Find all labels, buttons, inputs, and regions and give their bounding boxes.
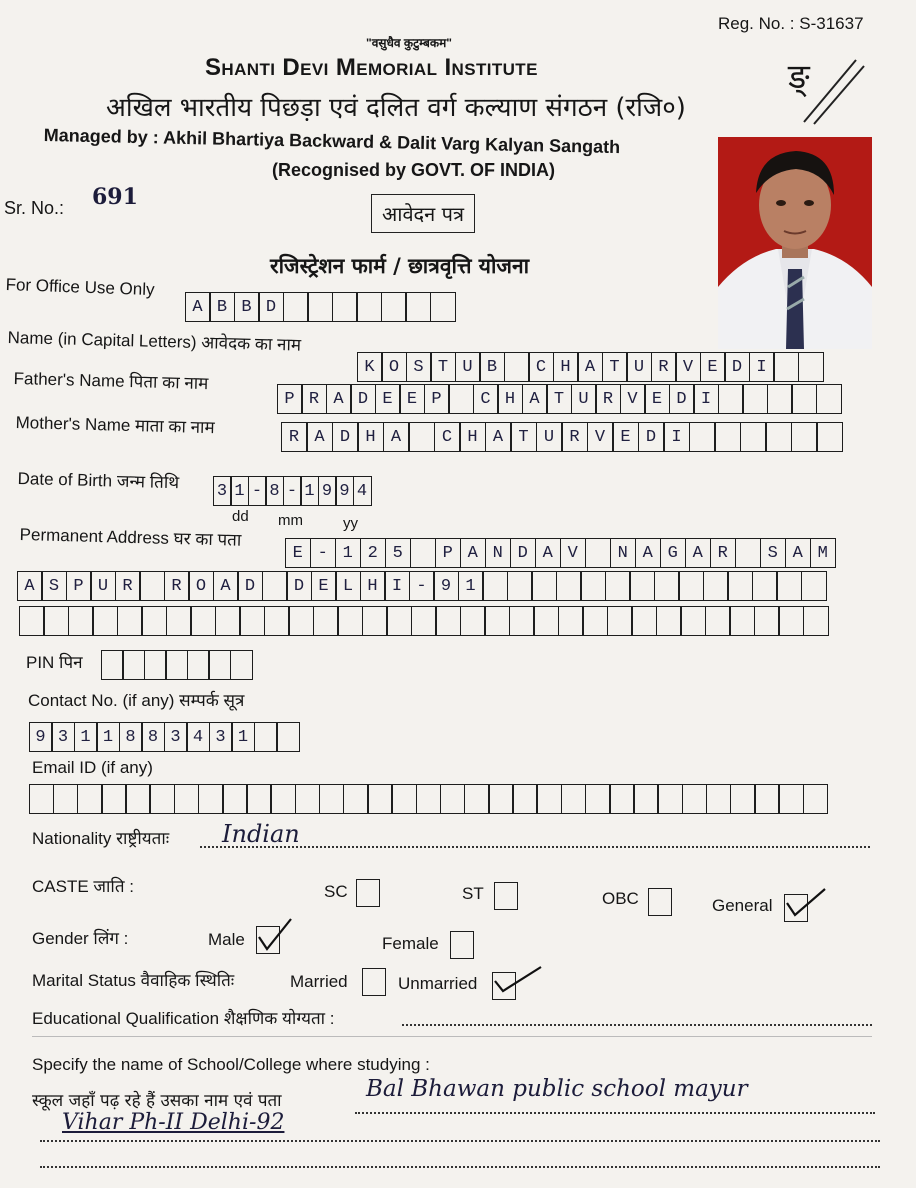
- caste-general-label: General: [712, 896, 773, 915]
- grid-cell[interactable]: [187, 650, 210, 680]
- grid-cell[interactable]: P: [424, 384, 450, 414]
- grid-cell[interactable]: 9: [318, 476, 337, 506]
- grid-cell[interactable]: [778, 606, 804, 636]
- grid-cell[interactable]: B: [479, 352, 505, 382]
- grid-cell[interactable]: [654, 571, 680, 601]
- grid-cell[interactable]: T: [430, 352, 456, 382]
- nationality-label: Nationality राष्ट्रीयताः: [32, 829, 170, 848]
- grid-cell[interactable]: [727, 571, 753, 601]
- grid-cell[interactable]: A: [522, 384, 548, 414]
- marital-married-checkbox[interactable]: [362, 968, 386, 996]
- grid-cell[interactable]: [43, 606, 69, 636]
- grid-cell[interactable]: [166, 606, 192, 636]
- grid-cell[interactable]: R: [301, 384, 327, 414]
- grid-cell[interactable]: [730, 784, 756, 814]
- grid-cell[interactable]: [778, 784, 804, 814]
- grid-cell[interactable]: [295, 784, 321, 814]
- grid-cell[interactable]: [19, 606, 45, 636]
- grid-cell[interactable]: [482, 571, 508, 601]
- reg-no: Reg. No. : S-31637: [718, 14, 864, 33]
- grid-cell[interactable]: U: [626, 352, 652, 382]
- grid-cell[interactable]: D: [724, 352, 750, 382]
- grid-cell[interactable]: [190, 606, 216, 636]
- grid-cell[interactable]: -: [310, 538, 337, 568]
- grid-cell[interactable]: M: [810, 538, 837, 568]
- marital-label: Marital Status वैवाहिक स्थितिः: [32, 971, 235, 990]
- grid-cell[interactable]: [230, 650, 253, 680]
- grid-cell[interactable]: [386, 606, 412, 636]
- grid-cell[interactable]: I: [663, 422, 690, 452]
- grid-cell[interactable]: [356, 292, 382, 322]
- grid-cell[interactable]: [682, 784, 708, 814]
- grid-cell[interactable]: [752, 571, 778, 601]
- grid-cell[interactable]: 1: [335, 538, 362, 568]
- grid-cell[interactable]: R: [115, 571, 141, 601]
- grid-cell[interactable]: S: [406, 352, 432, 382]
- grid-cell[interactable]: 3: [213, 476, 232, 506]
- grid-cell[interactable]: U: [455, 352, 481, 382]
- grid-cell[interactable]: H: [357, 422, 384, 452]
- grid-cell[interactable]: R: [164, 571, 190, 601]
- grid-cell[interactable]: V: [587, 422, 614, 452]
- grid-cell[interactable]: [740, 422, 767, 452]
- grid-cell[interactable]: [484, 606, 510, 636]
- grid-cell[interactable]: [803, 784, 829, 814]
- address-label: Permanent Address घर का पता: [19, 524, 242, 550]
- grid-cell[interactable]: [657, 784, 683, 814]
- address-row3-grid[interactable]: [20, 606, 829, 636]
- grid-cell[interactable]: -: [283, 476, 302, 506]
- grid-cell[interactable]: [742, 384, 768, 414]
- caste-st-label: ST: [462, 884, 484, 903]
- grid-cell[interactable]: [556, 571, 582, 601]
- school-line-3: [40, 1166, 880, 1168]
- form-subtitle: रजिस्ट्रेशन फार्म / छात्रवृत्ति योजना: [270, 254, 530, 278]
- grid-cell[interactable]: A: [306, 422, 333, 452]
- name-grid[interactable]: [358, 352, 824, 382]
- grid-cell[interactable]: [141, 606, 167, 636]
- grid-cell[interactable]: [117, 606, 143, 636]
- grid-cell[interactable]: 1: [300, 476, 319, 506]
- grid-cell[interactable]: [585, 784, 611, 814]
- top-mark: ङ्: [788, 57, 810, 97]
- grid-cell[interactable]: [509, 606, 535, 636]
- grid-cell[interactable]: P: [435, 538, 462, 568]
- grid-cell[interactable]: [381, 292, 407, 322]
- grid-cell[interactable]: H: [459, 422, 486, 452]
- grid-cell[interactable]: [705, 606, 731, 636]
- grid-cell[interactable]: D: [258, 292, 284, 322]
- grid-cell[interactable]: K: [357, 352, 383, 382]
- grid-cell[interactable]: [319, 784, 345, 814]
- grid-cell[interactable]: [174, 784, 200, 814]
- mother-grid[interactable]: [282, 422, 843, 452]
- grid-cell[interactable]: R: [595, 384, 621, 414]
- grid-cell[interactable]: 3: [164, 722, 188, 752]
- gender-female-label: Female: [382, 934, 439, 953]
- grid-cell[interactable]: E: [644, 384, 670, 414]
- checkmark-icon: [785, 887, 829, 921]
- grid-cell[interactable]: C: [528, 352, 554, 382]
- grid-cell[interactable]: [605, 571, 631, 601]
- caste-st-checkbox[interactable]: [494, 882, 518, 910]
- grid-cell[interactable]: [816, 422, 843, 452]
- grid-cell[interactable]: V: [675, 352, 701, 382]
- grid-cell[interactable]: [307, 292, 333, 322]
- dob-dd: dd: [232, 508, 249, 525]
- grid-cell[interactable]: 9: [29, 722, 53, 752]
- education-label: Educational Qualification शैक्षणिक योग्यता :: [32, 1009, 335, 1028]
- grid-cell[interactable]: O: [381, 352, 407, 382]
- mother-label: Mother's Name माता का नाम: [15, 412, 215, 438]
- grid-cell[interactable]: [367, 784, 393, 814]
- grid-cell[interactable]: [391, 784, 417, 814]
- grid-cell[interactable]: [270, 784, 296, 814]
- grid-cell[interactable]: D: [237, 571, 263, 601]
- grid-cell[interactable]: [689, 422, 716, 452]
- grid-cell[interactable]: [706, 784, 732, 814]
- grid-cell[interactable]: [239, 606, 265, 636]
- dob-yy: yy: [343, 515, 358, 532]
- grid-cell[interactable]: [609, 784, 635, 814]
- applicant-photo: [718, 137, 872, 349]
- contact-grid[interactable]: [30, 722, 300, 752]
- grid-cell[interactable]: [313, 606, 339, 636]
- grid-cell[interactable]: L: [335, 571, 361, 601]
- father-grid[interactable]: [278, 384, 842, 414]
- grid-cell[interactable]: [149, 784, 175, 814]
- grid-cell[interactable]: [332, 292, 358, 322]
- grid-cell[interactable]: [254, 722, 278, 752]
- grid-cell[interactable]: [283, 292, 309, 322]
- grid-cell[interactable]: [631, 606, 657, 636]
- office-use-label: For Office Use Only: [5, 275, 155, 300]
- marital-married-label: Married: [290, 972, 348, 991]
- grid-cell[interactable]: [504, 352, 530, 382]
- grid-cell[interactable]: [585, 538, 612, 568]
- grid-cell[interactable]: A: [785, 538, 812, 568]
- grid-cell[interactable]: [718, 384, 744, 414]
- grid-cell[interactable]: [92, 606, 118, 636]
- grid-cell[interactable]: [558, 606, 584, 636]
- grid-cell[interactable]: A: [185, 292, 211, 322]
- grid-cell[interactable]: [29, 784, 55, 814]
- grid-cell[interactable]: C: [473, 384, 499, 414]
- grid-cell[interactable]: R: [561, 422, 588, 452]
- grid-cell[interactable]: 1: [96, 722, 120, 752]
- grid-cell[interactable]: V: [620, 384, 646, 414]
- blank-line: [32, 1036, 872, 1037]
- grid-cell[interactable]: 4: [186, 722, 210, 752]
- grid-cell[interactable]: 9: [433, 571, 459, 601]
- grid-cell[interactable]: [410, 538, 437, 568]
- grid-cell[interactable]: [536, 784, 562, 814]
- contact-label: Contact No. (if any) सम्पर्क सूत्र: [28, 691, 245, 710]
- grid-cell[interactable]: [144, 650, 167, 680]
- sr-no-value: 691: [92, 184, 138, 210]
- grid-cell[interactable]: 1: [231, 722, 255, 752]
- grid-cell[interactable]: [139, 571, 165, 601]
- gender-label: Gender लिंग :: [32, 929, 129, 948]
- marital-unmarried-checkbox[interactable]: [492, 972, 516, 1000]
- checkmark-icon: [257, 917, 297, 953]
- grid-cell[interactable]: R: [710, 538, 737, 568]
- dob-mm: mm: [278, 512, 303, 529]
- dob-grid[interactable]: [214, 476, 372, 506]
- grid-cell[interactable]: [222, 784, 248, 814]
- grid-cell[interactable]: I: [693, 384, 719, 414]
- grid-cell[interactable]: [68, 606, 94, 636]
- grid-cell[interactable]: A: [485, 422, 512, 452]
- caste-sc-checkbox[interactable]: [356, 879, 380, 907]
- email-label: Email ID (if any): [32, 758, 153, 777]
- grid-cell[interactable]: [703, 571, 729, 601]
- grid-cell[interactable]: [767, 384, 793, 414]
- grid-cell[interactable]: [561, 784, 587, 814]
- grid-cell[interactable]: [533, 606, 559, 636]
- grid-cell[interactable]: E: [612, 422, 639, 452]
- school-line-2: [40, 1140, 880, 1142]
- grid-cell[interactable]: R: [651, 352, 677, 382]
- school-line1-value[interactable]: Bal Bhawan public school mayur: [366, 1076, 748, 1102]
- grid-cell[interactable]: [656, 606, 682, 636]
- grid-cell[interactable]: [791, 384, 817, 414]
- grid-cell[interactable]: [754, 784, 780, 814]
- grid-cell[interactable]: D: [669, 384, 695, 414]
- grid-cell[interactable]: [435, 606, 461, 636]
- grid-cell[interactable]: [729, 606, 755, 636]
- grid-cell[interactable]: E: [285, 538, 312, 568]
- grid-cell[interactable]: [337, 606, 363, 636]
- grid-cell[interactable]: [531, 571, 557, 601]
- gender-female-checkbox[interactable]: [450, 931, 474, 959]
- grid-cell[interactable]: [512, 784, 538, 814]
- grid-cell[interactable]: [122, 650, 145, 680]
- grid-cell[interactable]: V: [560, 538, 587, 568]
- office-use-grid[interactable]: [186, 292, 456, 322]
- motto: "वसुधैव कुटुम्बकम": [366, 36, 452, 50]
- grid-cell[interactable]: S: [41, 571, 67, 601]
- grid-cell[interactable]: [101, 784, 127, 814]
- grid-cell[interactable]: 1: [230, 476, 249, 506]
- recognised: (Recognised by GOVT. OF INDIA): [272, 160, 556, 180]
- grid-cell[interactable]: [411, 606, 437, 636]
- grid-cell[interactable]: -: [409, 571, 435, 601]
- nationality-value[interactable]: Indian: [222, 820, 300, 848]
- caste-obc-label: OBC: [602, 889, 639, 908]
- grid-cell[interactable]: 3: [51, 722, 75, 752]
- grid-cell[interactable]: P: [66, 571, 92, 601]
- grid-cell[interactable]: -: [248, 476, 267, 506]
- grid-cell[interactable]: [633, 784, 659, 814]
- caste-obc-checkbox[interactable]: [648, 888, 672, 916]
- grid-cell[interactable]: I: [749, 352, 775, 382]
- grid-cell[interactable]: A: [17, 571, 43, 601]
- gender-male-checkbox[interactable]: [256, 926, 280, 954]
- caste-general-checkbox[interactable]: [784, 894, 808, 922]
- grid-cell[interactable]: T: [546, 384, 572, 414]
- gender-male-label: Male: [208, 930, 245, 949]
- grid-cell[interactable]: I: [384, 571, 410, 601]
- grid-cell[interactable]: [53, 784, 79, 814]
- grid-cell[interactable]: H: [360, 571, 386, 601]
- grid-cell[interactable]: [362, 606, 388, 636]
- grid-cell[interactable]: T: [602, 352, 628, 382]
- grid-cell[interactable]: [198, 784, 224, 814]
- grid-cell[interactable]: 8: [141, 722, 165, 752]
- email-grid[interactable]: [30, 784, 828, 814]
- grid-cell[interactable]: A: [535, 538, 562, 568]
- school-hindi-label: स्कूल जहाँ पढ़ रहे हैं उसका नाम एवं पता: [32, 1091, 282, 1111]
- grid-cell[interactable]: N: [485, 538, 512, 568]
- name-label: Name (in Capital Letters) आवेदक का नाम: [7, 327, 302, 355]
- grid-cell[interactable]: [264, 606, 290, 636]
- grid-cell[interactable]: [714, 422, 741, 452]
- grid-cell[interactable]: A: [383, 422, 410, 452]
- grid-cell[interactable]: [580, 571, 606, 601]
- grid-cell[interactable]: [246, 784, 272, 814]
- grid-cell[interactable]: 2: [360, 538, 387, 568]
- hand-strokes-icon: [800, 56, 866, 126]
- grid-cell[interactable]: H: [497, 384, 523, 414]
- pin-label: PIN पिन: [26, 653, 83, 672]
- dob-label: Date of Birth जन्म तिथि: [17, 468, 180, 493]
- grid-cell[interactable]: D: [350, 384, 376, 414]
- institute-name: Shanti Devi Memorial Institute: [205, 54, 538, 81]
- grid-cell[interactable]: B: [209, 292, 235, 322]
- grid-cell[interactable]: 9: [335, 476, 354, 506]
- grid-cell[interactable]: [816, 384, 842, 414]
- address-row2-grid[interactable]: [18, 571, 827, 601]
- grid-cell[interactable]: A: [326, 384, 352, 414]
- checkmark-icon: [493, 965, 545, 1001]
- hindi-org: अखिल भारतीय पिछड़ा एवं दलित वर्ग कल्याण संगठन (रजि०): [106, 93, 686, 123]
- grid-cell[interactable]: A: [460, 538, 487, 568]
- grid-cell[interactable]: [735, 538, 762, 568]
- school-line-1: [355, 1112, 875, 1114]
- grid-cell[interactable]: [680, 606, 706, 636]
- sr-no-label: Sr. No.:: [4, 198, 65, 218]
- grid-cell[interactable]: [343, 784, 369, 814]
- grid-cell[interactable]: E: [375, 384, 401, 414]
- grid-cell[interactable]: [215, 606, 241, 636]
- grid-cell[interactable]: E: [700, 352, 726, 382]
- caste-label: CASTE जाति :: [32, 877, 134, 896]
- grid-cell[interactable]: A: [213, 571, 239, 601]
- grid-cell[interactable]: [276, 722, 300, 752]
- grid-cell[interactable]: G: [660, 538, 687, 568]
- grid-cell[interactable]: 1: [458, 571, 484, 601]
- grid-cell[interactable]: [791, 422, 818, 452]
- grid-cell[interactable]: 8: [265, 476, 284, 506]
- education-line: [402, 1024, 872, 1026]
- grid-cell[interactable]: [262, 571, 288, 601]
- grid-cell[interactable]: 1: [74, 722, 98, 752]
- grid-cell[interactable]: [765, 422, 792, 452]
- address-row1-grid[interactable]: [286, 538, 836, 568]
- grid-cell[interactable]: [125, 784, 151, 814]
- grid-cell[interactable]: [165, 650, 188, 680]
- grid-cell[interactable]: [488, 784, 514, 814]
- grid-cell[interactable]: [798, 352, 824, 382]
- application-box: आवेदन पत्र: [371, 194, 475, 233]
- grid-cell[interactable]: [405, 292, 431, 322]
- school-label: Specify the name of School/College where studying :: [32, 1055, 430, 1074]
- grid-cell[interactable]: [430, 292, 456, 322]
- grid-cell[interactable]: 8: [119, 722, 143, 752]
- grid-cell[interactable]: B: [234, 292, 260, 322]
- grid-cell[interactable]: O: [188, 571, 214, 601]
- nationality-line: [200, 846, 870, 848]
- grid-cell[interactable]: 4: [353, 476, 372, 506]
- grid-cell[interactable]: [582, 606, 608, 636]
- grid-cell[interactable]: [448, 384, 474, 414]
- grid-cell[interactable]: U: [571, 384, 597, 414]
- grid-cell[interactable]: A: [635, 538, 662, 568]
- grid-cell[interactable]: [101, 650, 124, 680]
- grid-cell[interactable]: [507, 571, 533, 601]
- grid-cell[interactable]: E: [311, 571, 337, 601]
- grid-cell[interactable]: S: [760, 538, 787, 568]
- grid-cell[interactable]: A: [577, 352, 603, 382]
- pin-grid[interactable]: [102, 650, 253, 680]
- grid-cell[interactable]: A: [685, 538, 712, 568]
- grid-cell[interactable]: D: [638, 422, 665, 452]
- grid-cell[interactable]: [678, 571, 704, 601]
- grid-cell[interactable]: D: [332, 422, 359, 452]
- grid-cell[interactable]: C: [434, 422, 461, 452]
- grid-cell[interactable]: U: [90, 571, 116, 601]
- grid-cell[interactable]: [77, 784, 103, 814]
- grid-cell[interactable]: R: [281, 422, 308, 452]
- grid-cell[interactable]: [629, 571, 655, 601]
- grid-cell[interactable]: H: [553, 352, 579, 382]
- grid-cell[interactable]: [288, 606, 314, 636]
- grid-cell[interactable]: [416, 784, 442, 814]
- grid-cell[interactable]: N: [610, 538, 637, 568]
- grid-cell[interactable]: [754, 606, 780, 636]
- marital-unmarried-label: Unmarried: [398, 974, 478, 993]
- grid-cell[interactable]: [408, 422, 435, 452]
- grid-cell[interactable]: [464, 784, 490, 814]
- grid-cell[interactable]: [776, 571, 802, 601]
- grid-cell[interactable]: [440, 784, 466, 814]
- grid-cell[interactable]: 3: [209, 722, 233, 752]
- grid-cell[interactable]: T: [510, 422, 537, 452]
- grid-cell[interactable]: D: [286, 571, 312, 601]
- grid-cell[interactable]: U: [536, 422, 563, 452]
- grid-cell[interactable]: E: [399, 384, 425, 414]
- grid-cell[interactable]: [773, 352, 799, 382]
- grid-cell[interactable]: [208, 650, 231, 680]
- caste-sc-label: SC: [324, 882, 348, 901]
- grid-cell[interactable]: [801, 571, 827, 601]
- father-label: Father's Name पिता का नाम: [13, 368, 209, 394]
- grid-cell[interactable]: 5: [385, 538, 412, 568]
- grid-cell[interactable]: [803, 606, 829, 636]
- grid-cell[interactable]: [607, 606, 633, 636]
- grid-cell[interactable]: P: [277, 384, 303, 414]
- grid-cell[interactable]: [460, 606, 486, 636]
- school-line2-value[interactable]: Vihar Ph-II Delhi-92: [62, 1110, 285, 1135]
- grid-cell[interactable]: D: [510, 538, 537, 568]
- managed-by: Managed by : Akhil Bhartiya Backward & Dalit Varg Kalyan Sangath: [43, 125, 621, 158]
